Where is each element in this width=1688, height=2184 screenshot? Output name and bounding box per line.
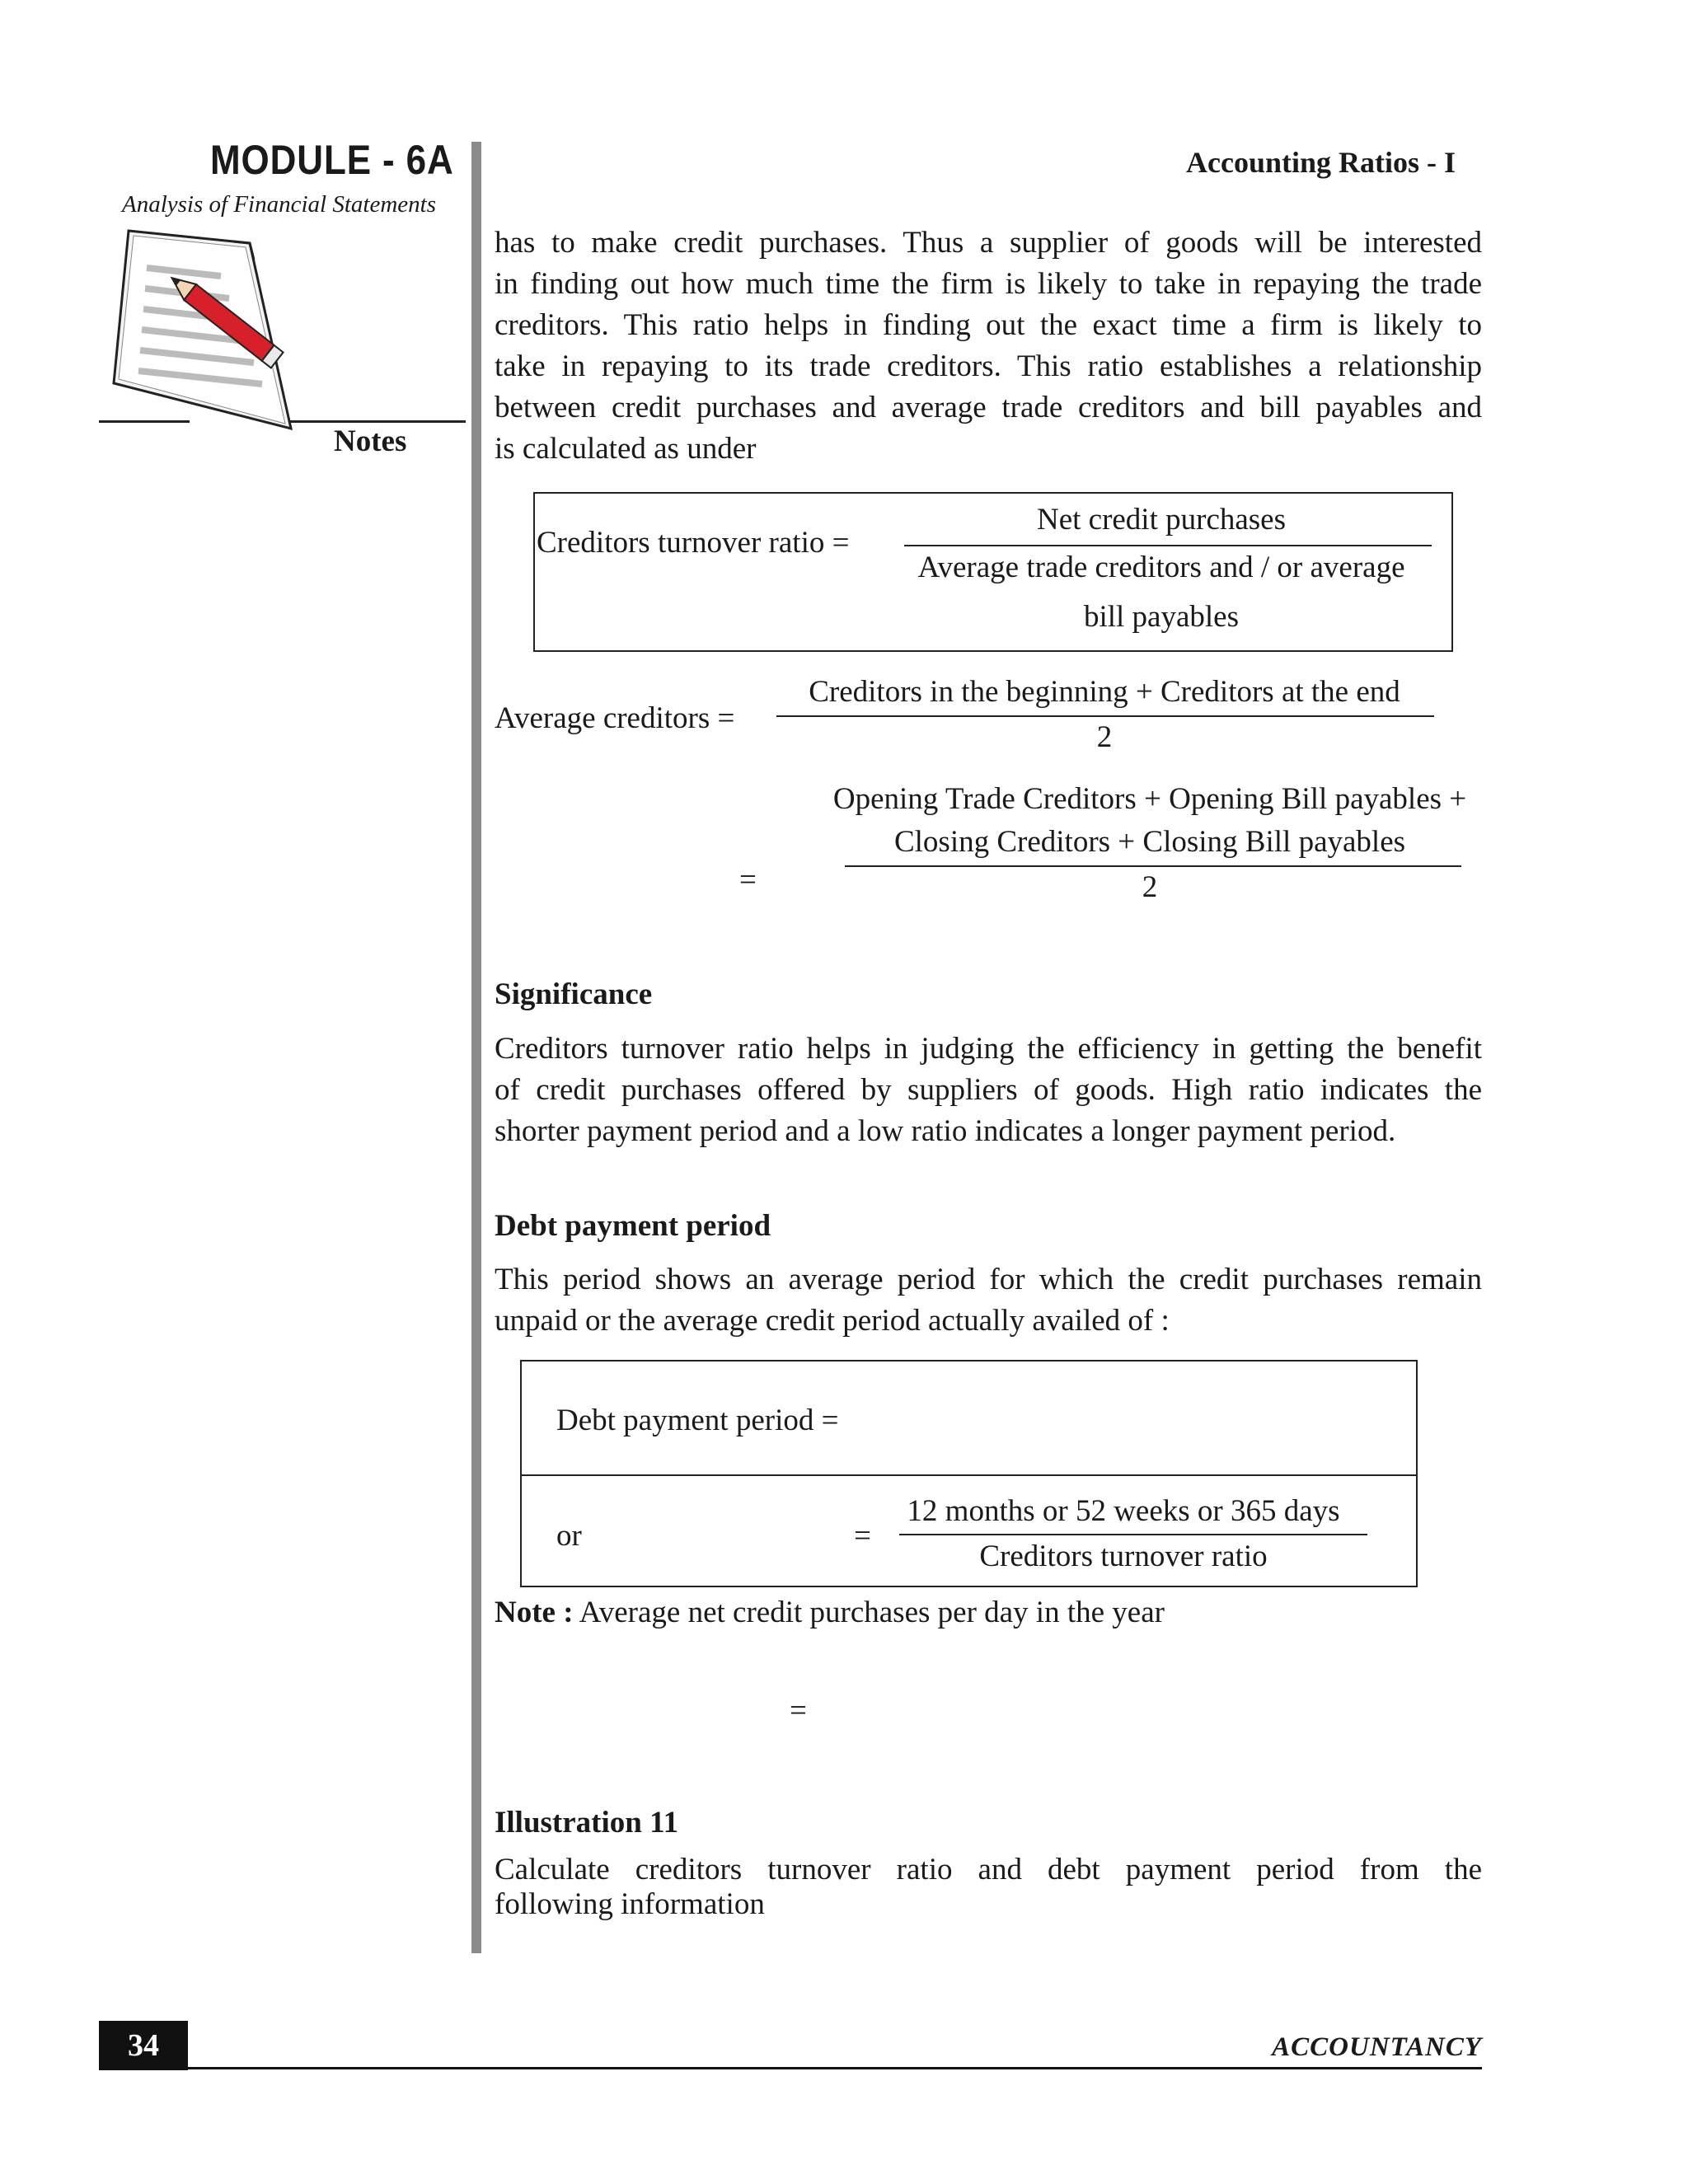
note-line	[495, 1595, 1165, 1630]
illustration-paragraph	[495, 1853, 1482, 1922]
fraction-line	[776, 715, 1434, 717]
opening-closing-denominator: 2	[1142, 870, 1158, 904]
equals-sign: =	[854, 1519, 871, 1553]
notes-pencil-icon	[97, 223, 320, 462]
average-creditors-label: Average creditors =	[495, 701, 735, 735]
debt-payment-heading: Debt payment period	[495, 1209, 771, 1243]
creditors-turnover-formula-box	[533, 492, 1453, 652]
module-subtitle: Analysis of Financial Statements	[122, 191, 436, 218]
formula-denominator: Average trade creditors and / or average	[917, 551, 1405, 584]
equals-sign: =	[790, 1694, 807, 1727]
or-label: or	[556, 1519, 582, 1553]
running-head: Accounting Ratios - I	[1185, 146, 1456, 179]
formula-denominator-cont: bill payables	[1083, 600, 1240, 634]
notes-rule-right	[288, 420, 466, 423]
page-number: 34	[99, 2021, 188, 2070]
significance-heading: Significance	[495, 977, 653, 1011]
module-title: MODULE - 6A	[210, 137, 454, 183]
average-creditors-numerator: Creditors in the beginning + Creditors at the end	[809, 675, 1400, 709]
notes-rule-left	[99, 420, 190, 423]
significance-line: of credit purchases offered by suppliers of goods. High ratio indicates the	[495, 1073, 1482, 1107]
intro-paragraph	[495, 223, 1482, 470]
intro-line: take in repaying to its trade creditors. This ratio establishes a relationship	[495, 349, 1482, 383]
debt-payment-denominator: Creditors turnover ratio	[979, 1540, 1268, 1573]
book-title: ACCOUNTANCY	[1272, 2032, 1482, 2062]
margin-bar	[471, 142, 481, 1953]
debt-payment-formula-box	[520, 1360, 1418, 1587]
opening-closing-numerator: Opening Trade Creditors + Opening Bill payables +	[832, 782, 1467, 816]
formula-label: Creditors turnover ratio =	[537, 526, 850, 560]
debt-payment-paragraph	[495, 1259, 1482, 1342]
intro-line: between credit purchases and average trade creditors and bill payables and	[495, 391, 1482, 424]
significance-line: Creditors turnover ratio helps in judging the efficiency in getting the benefit	[495, 1032, 1482, 1066]
note-label: Note :	[495, 1596, 574, 1629]
intro-line: is calculated as under	[495, 432, 757, 466]
fraction-line	[845, 865, 1461, 867]
formula-numerator: Net credit purchases	[1036, 503, 1287, 537]
illustration-heading: Illustration 11	[495, 1806, 679, 1840]
significance-line: shorter payment period and a low ratio indicates a longer payment period.	[495, 1114, 1396, 1148]
footer-rule	[188, 2067, 1482, 2069]
illustration-line: Calculate creditors turnover ratio and debt payment period from the	[495, 1853, 1482, 1886]
notes-label: Notes	[334, 424, 407, 458]
equals-sign: =	[739, 863, 757, 897]
significance-paragraph	[495, 1029, 1482, 1152]
debt-payment-line: This period shows an average period for which the credit purchases remain	[495, 1263, 1482, 1296]
average-creditors-denominator: 2	[1096, 720, 1113, 754]
intro-line: in finding out how much time the firm is likely to take in repaying the trade	[495, 267, 1482, 301]
intro-line: creditors. This ratio helps in finding out the exact time a firm is likely to	[495, 308, 1482, 342]
box-divider	[522, 1474, 1416, 1476]
fraction-line	[904, 545, 1432, 546]
note-text: Average net credit purchases per day in the year	[579, 1596, 1165, 1629]
debt-payment-numerator: 12 months or 52 weeks or 365 days	[907, 1494, 1340, 1528]
debt-payment-label: Debt payment period =	[556, 1404, 839, 1437]
opening-closing-numerator-cont: Closing Creditors + Closing Bill payables	[893, 825, 1406, 859]
debt-payment-line: unpaid or the average credit period actually availed of :	[495, 1304, 1170, 1338]
intro-line: has to make credit purchases. Thus a supplier of goods will be interested	[495, 226, 1482, 260]
fraction-line	[899, 1534, 1367, 1535]
illustration-line: following information	[495, 1887, 765, 1921]
